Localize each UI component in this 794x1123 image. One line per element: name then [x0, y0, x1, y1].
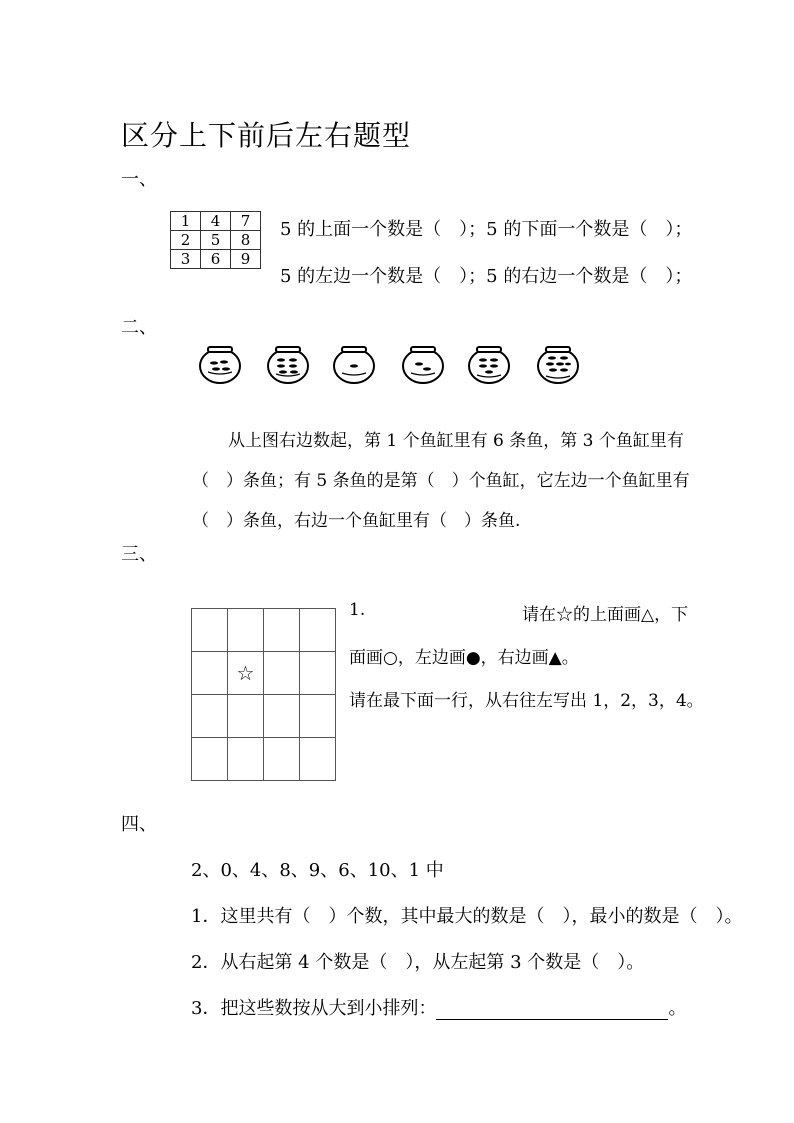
grid-cell: 7	[231, 212, 261, 231]
question-3-text: 3．把这些数按从大到小排列：	[191, 998, 437, 1019]
grid-cell	[264, 609, 300, 652]
section-2-label: 二、	[121, 317, 157, 338]
grid-cell	[192, 738, 228, 781]
grid-cell	[300, 695, 336, 738]
grid-cell: 6	[201, 250, 231, 269]
page-title: 区分上下前后左右题型	[121, 119, 412, 152]
section-1-label: 一、	[121, 169, 157, 190]
grid-cell: 8	[231, 231, 261, 250]
grid-cell	[228, 738, 264, 781]
question-3	[191, 994, 686, 1020]
number-list: 2、0、4、8、9、6、10、1 中	[191, 860, 444, 881]
fish-bowl-icon	[465, 342, 513, 386]
grid-cell: 5	[201, 231, 231, 250]
section-3-line-2: 面画○，左边画●，右边画▲。	[349, 648, 579, 668]
question-3-end: 。	[668, 998, 687, 1019]
question-2: 2．从右起第 4 个数是（ ），从左起第 3 个数是（ ）。	[191, 952, 645, 973]
grid-cell	[300, 738, 336, 781]
section-2-line-1: 从上图右边数起，第 1 个鱼缸里有 6 条鱼，第 3 个鱼缸里有	[228, 431, 684, 451]
section-1-line-2: 5 的左边一个数是（ ）；5 的右边一个数是（ ）；	[280, 266, 693, 287]
section-1-line-1: 5 的上面一个数是（ ）；5 的下面一个数是（ ）；	[280, 219, 693, 240]
grid-cell: 1	[171, 212, 201, 231]
fish-bowl-icon	[399, 342, 447, 386]
star-cell	[228, 652, 264, 695]
section-3-line-3: 请在最下面一行，从右往左写出 1，2，3，4。	[349, 691, 704, 711]
grid-cell	[264, 652, 300, 695]
fish-bowl-icon	[534, 342, 582, 386]
grid-cell: 4	[201, 212, 231, 231]
section-4-label: 四、	[121, 814, 157, 835]
section-2-line-3: （ ）条鱼，右边一个鱼缸里有（ ）条鱼.	[192, 511, 521, 531]
grid-cell: 2	[171, 231, 201, 250]
grid-cell	[228, 609, 264, 652]
number-grid	[170, 211, 261, 269]
grid-cell: 9	[231, 250, 261, 269]
fish-bowl-icon	[264, 342, 312, 386]
grid-cell	[192, 609, 228, 652]
section-2-line-2: （ ）条鱼；有 5 条鱼的是第（ ）个鱼缸，它左边一个鱼缸里有	[192, 471, 690, 491]
section-3-question-number: 1.	[349, 600, 366, 620]
fish-bowl-row	[196, 342, 586, 388]
grid-cell	[300, 609, 336, 652]
question-1: 1．这里共有（ ）个数，其中最大的数是（ ），最小的数是（ ）。	[191, 906, 743, 927]
answer-blank[interactable]	[436, 1001, 668, 1020]
section-3-label: 三、	[121, 544, 157, 565]
grid-cell	[192, 652, 228, 695]
grid-cell	[192, 695, 228, 738]
grid-cell	[300, 652, 336, 695]
grid-cell	[264, 738, 300, 781]
section-3-line-1: 请在☆的上面画△，下	[522, 605, 689, 625]
grid-cell	[264, 695, 300, 738]
star-grid	[191, 608, 336, 781]
fish-bowl-icon	[196, 342, 244, 386]
grid-cell: 3	[171, 250, 201, 269]
fish-bowl-icon	[330, 342, 378, 386]
grid-cell	[228, 695, 264, 738]
star-icon: ☆	[236, 661, 255, 685]
